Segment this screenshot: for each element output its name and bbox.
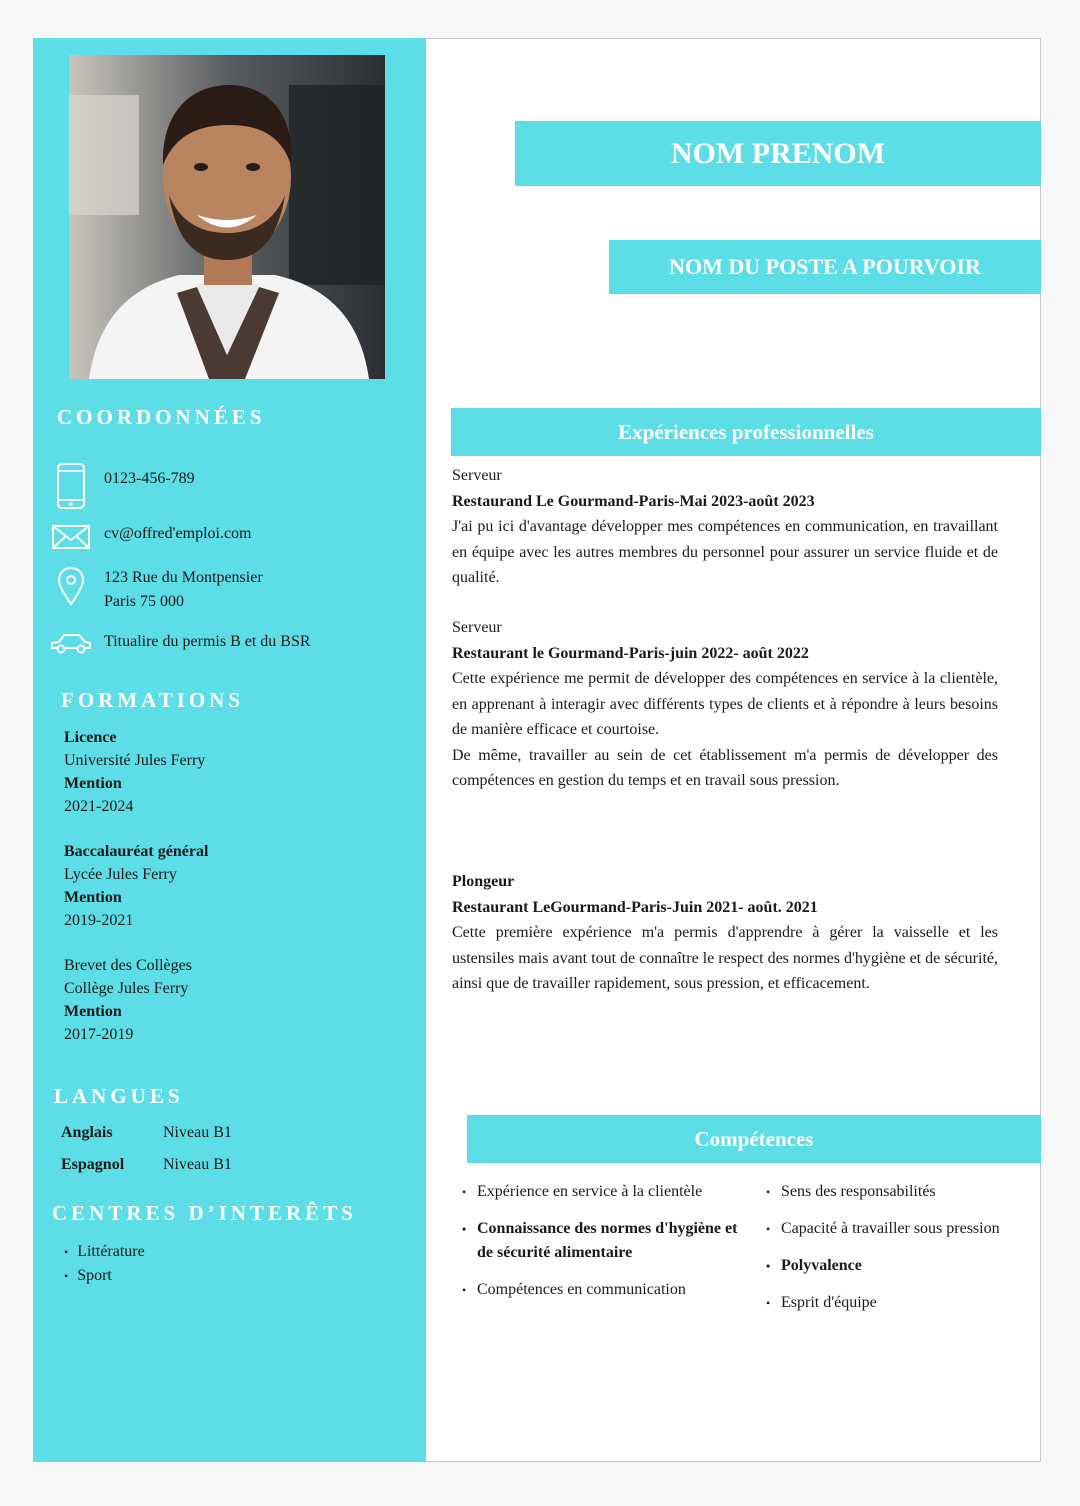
- name-banner: [515, 121, 1041, 186]
- portrait-photo: [69, 55, 385, 379]
- skill-item: • Esprit d'équipe: [766, 1291, 1006, 1315]
- education-years: 2017-2019: [64, 1026, 134, 1043]
- languages-heading: LANGUES: [54, 1084, 184, 1108]
- address-text: [104, 566, 263, 614]
- education-school: Collège Jules Ferry: [64, 980, 189, 997]
- address-line-1: 123 Rue du Montpensier: [104, 569, 263, 586]
- experience-description: Cette première expérience m'a permis d'apprendre à gérer la vaisselle et les ustensiles mais avant tout de connaître le respect des normes d'hygiène et de sécurité, ainsi que de travailler rapidement, sous pression, et efficacement.: [452, 924, 998, 992]
- language-level: Niveau B1: [163, 1156, 232, 1173]
- education-item: [64, 840, 208, 932]
- skill-item: • Sens des responsabilités: [766, 1180, 1006, 1204]
- job-title: NOM DU POSTE A POURVOIR: [669, 254, 981, 279]
- envelope-icon: [48, 522, 94, 552]
- education-mention: Mention: [64, 889, 122, 906]
- education-school: Université Jules Ferry: [64, 752, 206, 769]
- skills-banner: [467, 1115, 1041, 1163]
- skill-item: • Expérience en service à la clientèle: [462, 1180, 754, 1204]
- email-address: cv@offred'emploi.com: [104, 525, 252, 542]
- interest-item: • Littérature: [64, 1240, 145, 1264]
- contact-address: [48, 566, 263, 614]
- skill-item: • Polyvalence: [766, 1254, 1006, 1278]
- interests-list: [64, 1240, 145, 1288]
- skills-heading: Compétences: [694, 1126, 814, 1151]
- experience-company: Restaurant LeGourmand-Paris-Juin 2021- août. 2021: [452, 898, 818, 916]
- license-text: Titualire du permis B et du BSR: [104, 633, 311, 650]
- experience-item: [452, 615, 998, 794]
- experience-description: J'ai pu ici d'avantage développer mes compétences en communication, en travaillant en équipe avec les autres membres du personnel pour assurer un service fluide et de qualité.: [452, 518, 998, 586]
- experience-role: Serveur: [452, 467, 502, 484]
- candidate-name: NOM PRENOM: [670, 136, 886, 170]
- education-item: [64, 954, 192, 1046]
- education-degree: Baccalauréat général: [64, 843, 209, 860]
- portrait-illustration: [69, 55, 385, 379]
- experience-heading: Expériences professionnelles: [618, 419, 874, 444]
- address-line-2: Paris 75 000: [104, 593, 184, 610]
- experience-role: Plongeur: [452, 873, 515, 890]
- experience-company: Restaurant le Gourmand-Paris-juin 2022- août 2022: [452, 644, 809, 662]
- skills-list-right: [766, 1180, 1006, 1315]
- language-row: [61, 1124, 232, 1142]
- education-mention: Mention: [64, 775, 122, 792]
- education-years: 2021-2024: [64, 798, 134, 815]
- skills-list-left: [462, 1180, 754, 1302]
- interests-heading: CENTRES D’INTERÊTS: [52, 1201, 357, 1225]
- education-school: Lycée Jules Ferry: [64, 866, 177, 883]
- skill-item: • Compétences en communication: [462, 1278, 754, 1302]
- experience-role: Serveur: [452, 619, 502, 636]
- contact-email: [48, 522, 252, 552]
- experience-description-continued: De même, travailler au sein de cet établissement m'a permis de développer des compétences en gestion du temps et en travail sous pression.: [452, 746, 998, 789]
- contact-heading: COORDONNÉES: [57, 405, 266, 429]
- language-level: Niveau B1: [163, 1124, 232, 1141]
- contact-license: [48, 630, 311, 656]
- education-heading: FORMATIONS: [61, 688, 245, 712]
- job-title-banner: [609, 240, 1041, 294]
- education-degree: Licence: [64, 729, 117, 746]
- car-icon: [48, 630, 94, 656]
- language-name: Espagnol: [61, 1156, 125, 1173]
- education-years: 2019-2021: [64, 912, 134, 929]
- experience-description: Cette expérience me permit de développer des compétences en service à la clientèle, en apprenant à interagir avec différents types de clients et à répondre à leurs besoins de manière efficace et courtoise.: [452, 670, 998, 738]
- language-name: Anglais: [61, 1124, 113, 1141]
- experience-item: [452, 869, 998, 997]
- education-mention: Mention: [64, 1003, 122, 1020]
- interest-item: • Sport: [64, 1264, 145, 1288]
- phone-icon: [48, 462, 94, 510]
- experience-company: Restaurand Le Gourmand-Paris-Mai 2023-août 2023: [452, 492, 815, 510]
- phone-number: 0123-456-789: [104, 470, 195, 487]
- experience-item: [452, 463, 998, 591]
- education-item: [64, 726, 205, 818]
- location-pin-icon: [48, 566, 94, 606]
- contact-phone: [48, 462, 195, 510]
- language-row: [61, 1156, 232, 1174]
- education-degree: Brevet des Collèges: [64, 957, 192, 974]
- experience-banner: [451, 408, 1041, 456]
- skill-item: • Capacité à travailler sous pression: [766, 1217, 1006, 1241]
- skill-item: • Connaissance des normes d'hygiène et de sécurité alimentaire: [462, 1217, 754, 1265]
